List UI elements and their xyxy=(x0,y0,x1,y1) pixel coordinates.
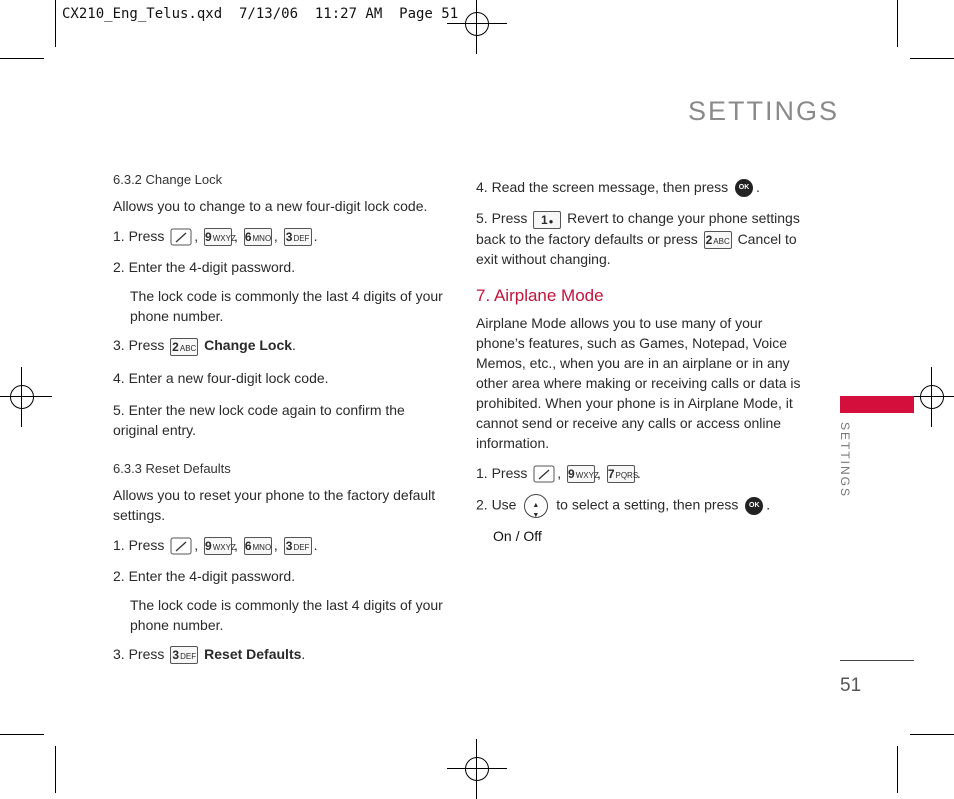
key-3-icon: 3DEF xyxy=(284,537,312,555)
crop-mark xyxy=(897,746,898,793)
step-text: 1. Press xyxy=(113,228,165,244)
step-5: 5. Enter the new lock code again to confirm the original entry. xyxy=(113,401,405,438)
crop-mark xyxy=(0,734,44,735)
crop-mark xyxy=(55,746,56,793)
setting-options xyxy=(476,526,802,546)
ok-key-icon: OK xyxy=(735,179,753,197)
step-text: 5. Press xyxy=(476,210,528,227)
step-text: 3. Press xyxy=(113,645,165,662)
step-text: 3. Press xyxy=(113,337,165,354)
key-2-icon: 2ABC xyxy=(172,339,197,354)
ok-key-icon: OK xyxy=(745,497,763,515)
menu-option-label: Change Lock xyxy=(204,337,293,354)
page-number: 51 xyxy=(840,675,862,696)
step-text: 1. Press xyxy=(113,536,165,553)
key-9-icon: 9WXYZ xyxy=(568,467,599,482)
step-1: 1. Press , 9WXYZ, 6MNO , 3DEF . xyxy=(113,228,318,245)
step-text: 2. Use xyxy=(476,496,517,513)
step-note: The lock code is commonly the last 4 digits of your phone number. xyxy=(130,288,443,325)
send-key-icon xyxy=(170,228,192,246)
key-9-icon: 9WXYZ xyxy=(205,230,236,245)
section-intro: Allows you to reset your phone to the factory default settings. xyxy=(113,486,436,523)
step-1: 1. Press , 9WXYZ, 6MNO , 3DEF . xyxy=(113,536,318,553)
crop-mark xyxy=(910,734,954,735)
step-3: 3. Press 2ABC Change Lock. xyxy=(113,337,296,354)
options-text: On / Off xyxy=(493,528,542,545)
step-2: 2. Enter the 4-digit password. xyxy=(113,259,296,276)
send-key-icon xyxy=(533,465,555,483)
crop-mark xyxy=(0,58,44,59)
key-6-icon: 6MNO xyxy=(244,230,272,245)
crop-mark xyxy=(897,0,898,47)
key-9-icon: 9WXYZ xyxy=(205,538,236,553)
step-text: 1. Press xyxy=(476,464,528,481)
section-heading-airplane-mode: 7. Airplane Mode xyxy=(476,285,604,305)
crop-mark xyxy=(910,58,954,59)
step-4: 4. Enter a new four-digit lock code. xyxy=(113,369,329,386)
menu-option-label: Reset Defaults xyxy=(204,645,302,662)
right-column xyxy=(476,177,802,546)
send-key-icon xyxy=(170,537,192,555)
step-text: to select a setting, then press xyxy=(556,496,739,513)
section-tab-bar xyxy=(840,396,914,413)
step-1: 1. Press , 9WXYZ, 7PQRS. xyxy=(476,464,641,482)
registration-mark-left xyxy=(6,381,38,413)
step-note: The lock code is commonly the last 4 digits of your phone number. xyxy=(130,596,443,633)
section-tab-label: SETTINGS xyxy=(838,422,852,499)
registration-mark-bottom xyxy=(461,753,493,785)
step-2: 2. Use ▲ ▼ to select a setting, then press OK . xyxy=(476,494,802,518)
navigation-key-icon xyxy=(524,494,548,518)
step-text: Revert to change your phone settings back to the factory defaults or press xyxy=(476,210,800,247)
section-heading: 6.3.2 Change Lock xyxy=(113,172,223,187)
step-text: 4. Read the screen message, then press xyxy=(476,179,729,195)
key-2-icon: 2ABC xyxy=(705,232,730,247)
left-column xyxy=(113,170,443,664)
step-text: Cancel to exit without changing. xyxy=(476,230,797,267)
key-3-icon: 3DEF xyxy=(170,646,198,664)
key-6-icon: 6MNO xyxy=(244,538,272,553)
step-5 xyxy=(476,208,802,269)
key-3-icon: 3DEF xyxy=(284,228,312,246)
key-1-icon: 1● xyxy=(533,211,561,229)
step-2: 2. Enter the 4-digit password. xyxy=(113,567,296,584)
section-heading: 6.3.3 Reset Defaults xyxy=(113,460,231,476)
section-intro: Allows you to change to a new four-digit lock code. xyxy=(113,198,428,214)
registration-mark-right xyxy=(916,381,948,413)
key-7-icon: 7PQRS xyxy=(607,467,639,482)
file-slug: CX210_Eng_Telus.qxd 7/13/06 11:27 AM Page 51 xyxy=(62,6,459,22)
step-3: 3. Press 3DEF Reset Defaults. xyxy=(113,645,306,663)
page-title: SETTINGS xyxy=(687,96,839,126)
section-intro: Airplane Mode allows you to use many of your phone’s features, such as Games, Notepad, Voice Memos, etc., when you are in an airplane or in any other area where making or receiving calls or data is prohibited. When your phone is in Airplane Mode, it cannot send or receive any calls or access online information. xyxy=(476,314,801,451)
crop-mark xyxy=(55,0,56,47)
registration-mark-top xyxy=(461,8,493,40)
step-4: 4. Read the screen message, then press OK . xyxy=(476,177,802,197)
folio-rule xyxy=(840,660,914,661)
